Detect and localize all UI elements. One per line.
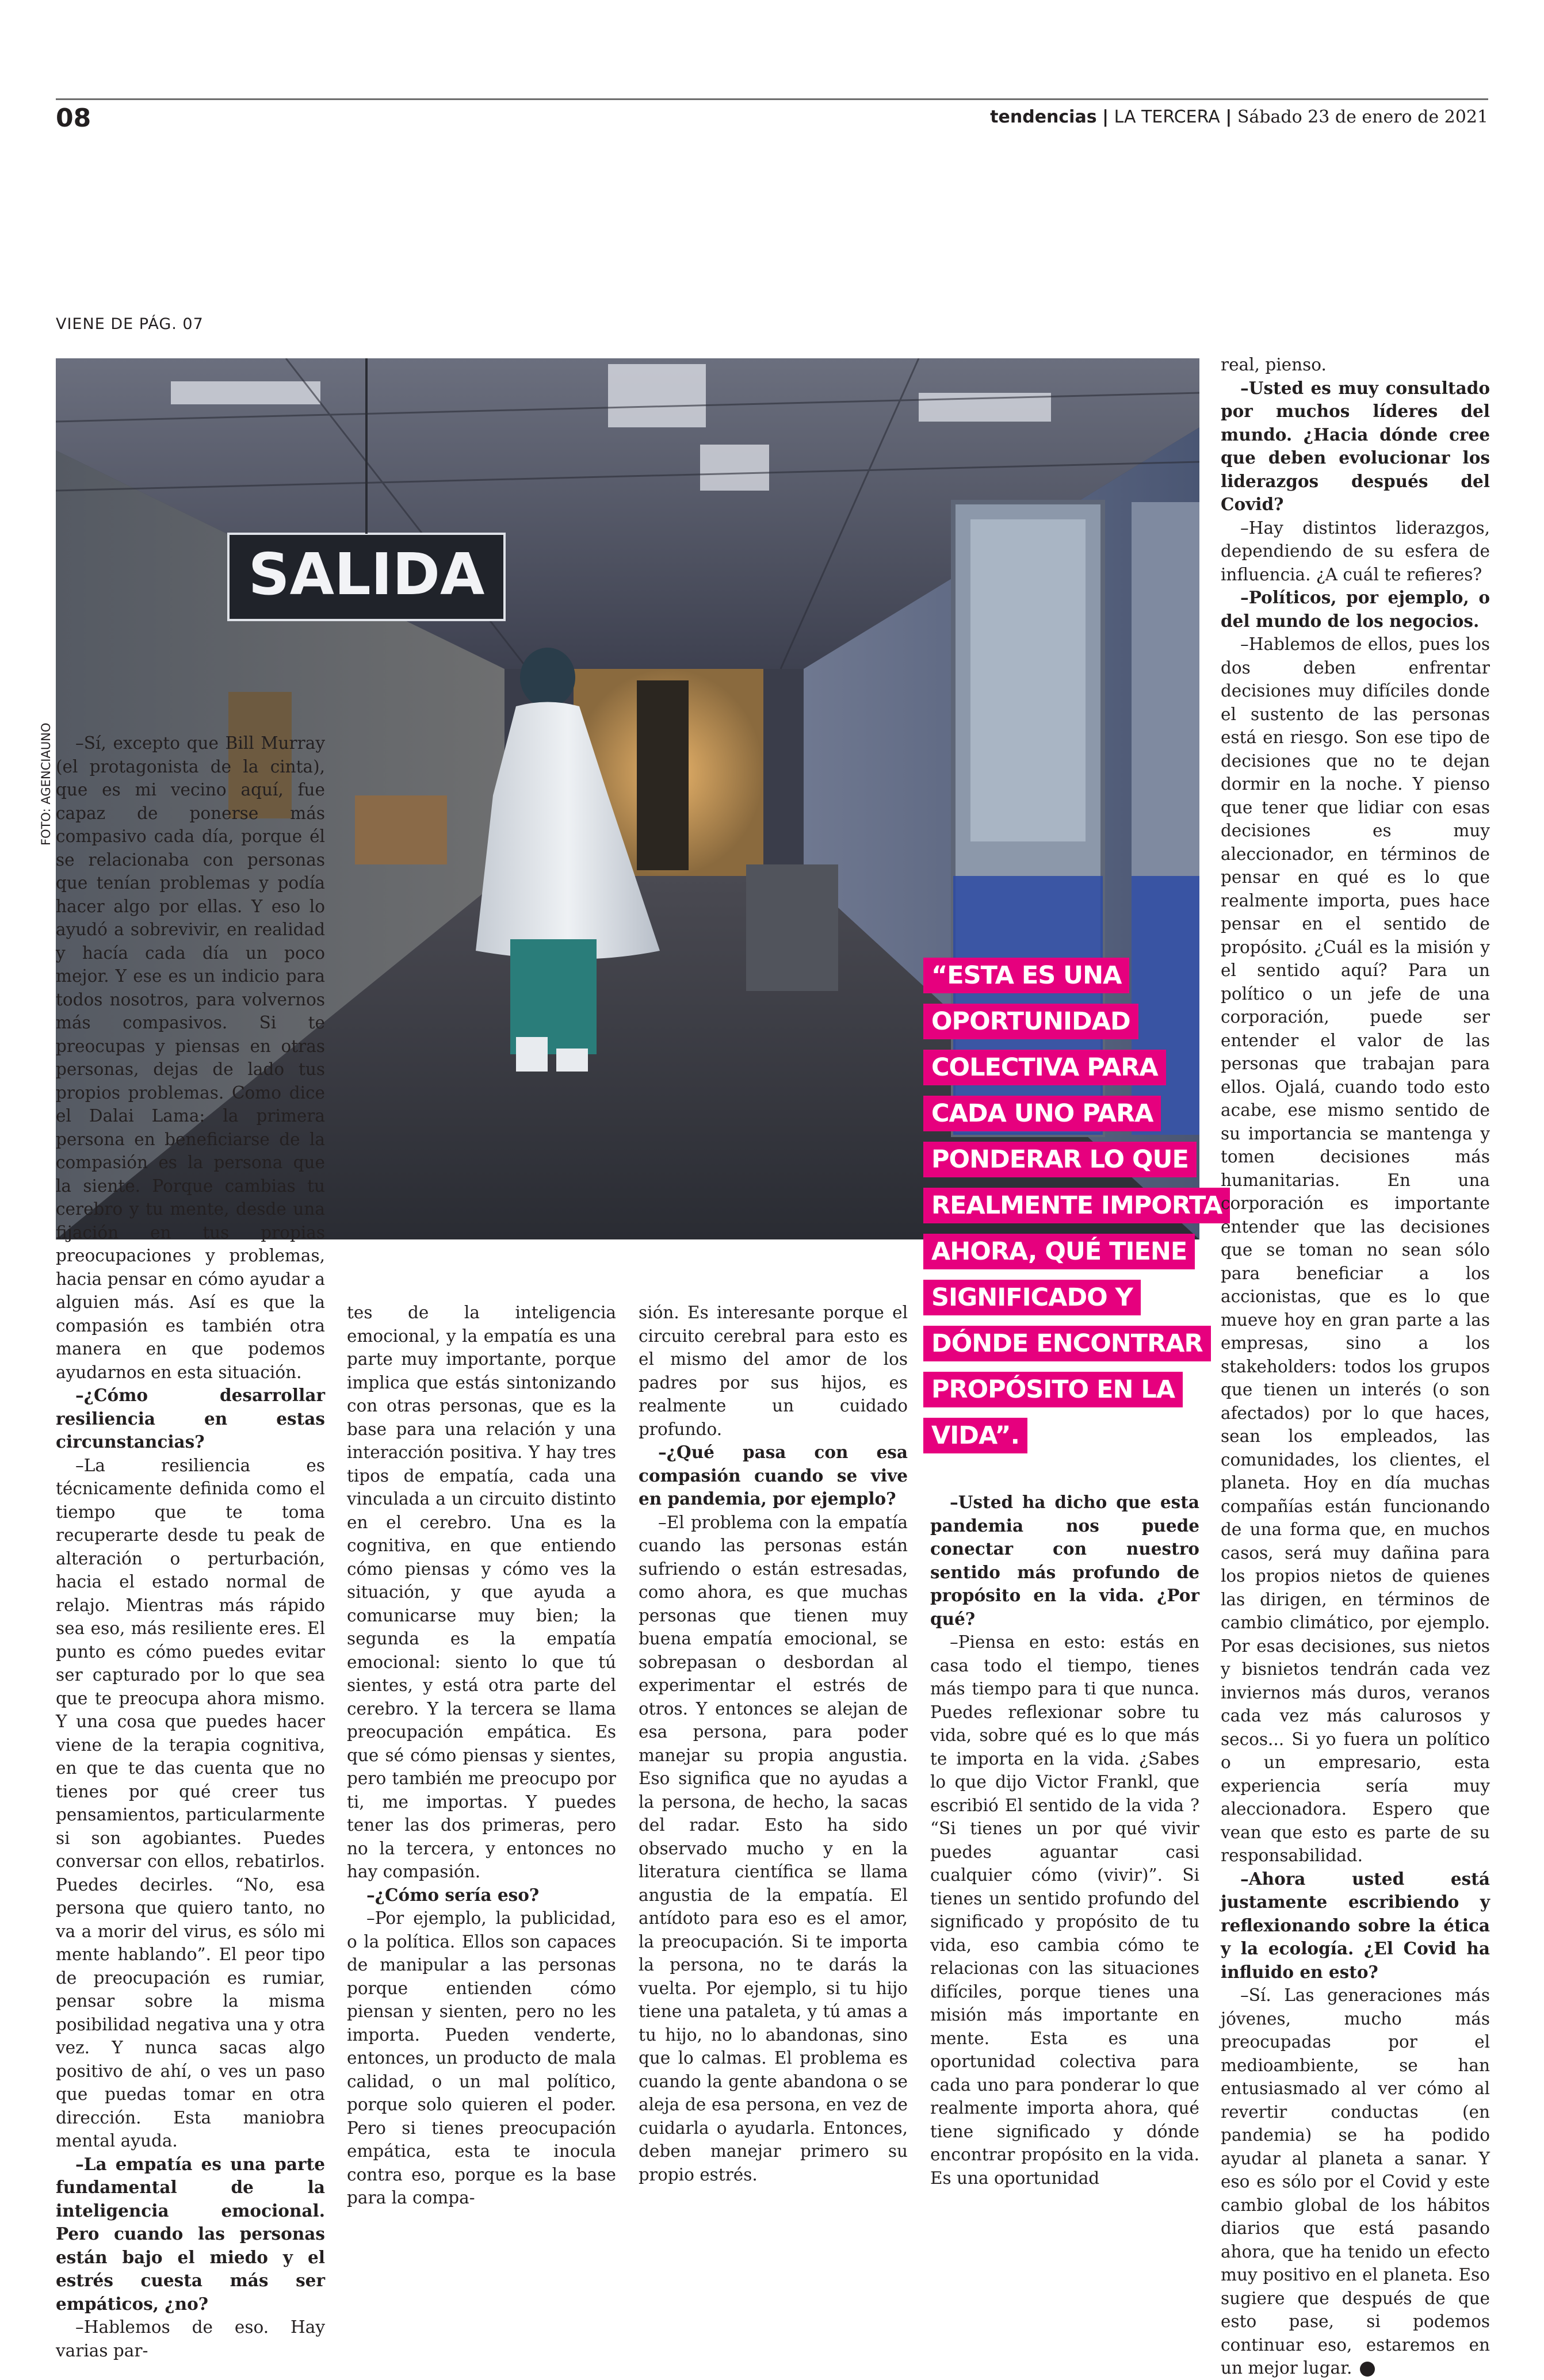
- paragraph-text: –Hablemos de ellos, pues los dos deben enfrentar decisiones muy difíciles donde el sustento de las personas está en riesgo. Son ese tipo de decisiones que no te dejan dormir en la noche. Y pienso que tener que lidiar con esas decisiones es muy aleccionador, en términos de pensar en qué es lo que realmente importa, pues hace pensar en el sentido de propósito. ¿Cuál es la misión y el sentido aquí? Para un político o un jefe de una corporación, puede ser entender el valor de las personas que trabajan para ellos. Ojalá, cuando todo esto acabe, ese mismo sentido de su importancia se mantenga y tomen decisiones más humanitarias. En una corporación es importante entender que las decisiones que se toman no sean sólo para beneficiar a los accionistas, que es lo que mueve hoy en gran parte a las empresas, sino a los stakeholders: todos los grupos que tienen un interés (o son afectados) por lo que haces, sean los empleados, las comunidades, los clientes, el planeta. Hoy en día muchas compañías están funcionando de una forma que, en muchos casos, será muy dañina para los propios nietos de quienes las dirigen, en términos de cambio climático, por ejemplo. Por esas decisiones, sus nietos y bisnietos tendrán cada vez inviernos más duros, veranos cada vez más calurosos y secos... Si yo fuera un político o un empresario, esta experiencia sería muy aleccionadora. Espero que vean que esto es parte de su responsabilidad.: [1221, 634, 1490, 1865]
- question-text: –La empatía es una parte fundamental de la inteligencia emocional. Pero cuando las personas están bajo el miedo y el estrés cuesta más ser empáticos, ¿no?: [56, 2153, 325, 2314]
- header-separator: |: [1225, 107, 1232, 127]
- interview-question: [1221, 586, 1490, 633]
- paragraph-text: –La resiliencia es técnicamente definida como el tiempo que te toma recuperarte desde tu peak de alteración o perturbación, hacia el estado normal de relajo. Mientras más rápido sea eso, más resiliente eres. El punto es cómo puedes evitar ser capturado por lo que sea que te preocupa ahora mismo. Y una cosa que puedes hacer viene de la terapia cognitiva, en que te das cuenta que no tienes por qué creer tus pensamientos, particularmente si son agobiantes. Puedes conversar con ellos, rebatirlos. Puedes decirles. “No, esa persona que quiero tanto, no va a morir del virus, es sólo mi mente hablando”. El peor tipo de preocupación es rumiar, pensar sobre la misma posibilidad negativa una y otra vez. Y nunca sacas algo positivo de ahí, o ves un paso que puedas tomar en otra dirección. Esta maniobra mental ayuda.: [56, 1455, 325, 2151]
- article-column-2: [347, 1301, 616, 2210]
- question-text: –Usted es muy consultado por muchos líderes del mundo. ¿Hacia dónde cree que deben evolucionar los liderazgos después del Covid?: [1221, 377, 1490, 514]
- pull-quote-line: COLECTIVA PARA: [923, 1050, 1166, 1085]
- pull-quote-line: DÓNDE ENCONTRAR: [923, 1326, 1211, 1361]
- answer-paragraph: [56, 2316, 325, 2362]
- interview-question: [347, 1884, 616, 1907]
- paragraph-text: –Hablemos de eso. Hay varias par-: [56, 2317, 325, 2360]
- paragraph-text: real, pienso.: [1221, 355, 1327, 374]
- paragraph-text: –El problema con la empatía cuando las personas están sufriendo o están estresadas, como ahora, es que muchas personas que tienen muy buena empatía emocional, se sobrepasan o desbordan al experimentar el estrés de otros. Y entonces se alejan de esa persona, para poder manejar su propia angustia. Eso significa que no ayudas a la persona, de hecho, la sacas del radar. Esto ha sido observado mucho y en la literatura científica se llama angustia de la empatía. El antídoto para eso es el amor, la preocupación. Si te importa la persona, no te darás la vuelta. Por ejemplo, si tu hijo tiene una pataleta, y tú amas a tu hijo, no lo abandonas, sino que lo calmas. El problema es cuando la gente abandona o se aleja de esa persona, en vez de cuidarla o ayudarla. Entonces, deben manejar primero su propio estrés.: [639, 1512, 908, 2184]
- answer-paragraph: [1221, 633, 1490, 1868]
- question-text: –Ahora usted está justamente escribiendo y reflexionando sobre la ética y la ecología. ¿El Covid ha influido en esto?: [1221, 1868, 1490, 1982]
- pull-quote-line: SIGNIFICADO Y: [923, 1280, 1141, 1315]
- pull-quote-line: CADA UNO PARA: [923, 1096, 1161, 1131]
- article-column-4: [930, 1491, 1199, 2190]
- paragraph-text: tes de la inteligencia emocional, y la empatía es una parte muy importante, porque implica que estás sintonizando con otras personas, que es la base para una relación y una interacción positiva. Y hay tres tipos de empatía, cada una vinculada a un circuito distinto en el cerebro. Una es la cognitiva, en que entiendo cómo piensas y cómo ves la situación, y que ayuda a comunicarse muy bien; la segunda es la empatía emocional: siento lo que tú sientes, y está otra parte del cerebro. Y la tercera se llama preocupación empática. Es que sé cómo piensas y sientes, pero también me preocupo por ti, me importas. Y puedes tener las dos primeras, pero no la tercera, y entonces no hay compasión.: [347, 1303, 616, 1881]
- answer-paragraph: [930, 1631, 1199, 2190]
- answer-paragraph: [639, 1511, 908, 2187]
- interview-question: [639, 1441, 908, 1511]
- question-text: –Usted ha dicho que esta pandemia nos puede conectar con nuestro sentido más profundo de propósito en la vida. ¿Por qué?: [930, 1492, 1199, 1629]
- interview-question: [930, 1491, 1199, 1631]
- issue-date: Sábado 23 de enero de 2021: [1237, 107, 1488, 127]
- question-text: –Políticos, por ejemplo, o del mundo de los negocios.: [1221, 587, 1490, 631]
- pull-quote-line: PROPÓSITO EN LA: [923, 1372, 1183, 1407]
- page-number: 08: [56, 104, 91, 133]
- article-column-3: [639, 1301, 908, 2186]
- paragraph-text: –Hay distintos liderazgos, dependiendo de su esfera de influencia. ¿A cuál te refieres?: [1221, 518, 1490, 584]
- pull-quote-line: OPORTUNIDAD: [923, 1004, 1138, 1039]
- running-header: [990, 107, 1488, 127]
- pull-quote-line: AHORA, QUÉ TIENE: [923, 1234, 1195, 1269]
- article-column-5: [1221, 353, 1490, 2380]
- question-text: –¿Cómo desarrollar resiliencia en estas circunstancias?: [56, 1385, 325, 1452]
- question-text: –¿Qué pasa con esa compasión cuando se vive en pandemia, por ejemplo?: [639, 1442, 908, 1509]
- answer-paragraph: [639, 1301, 908, 1441]
- pull-quote-line: PONDERAR LO QUE: [923, 1142, 1197, 1177]
- pull-quote: [923, 958, 1222, 1464]
- paragraph-text: –Sí. Las generaciones más jóvenes, mucho más preocupadas por el medioambiente, se han entusiasmado al ver cómo al revertir conductas (en pandemia) se ha podido ayudar al planeta a sanar. Y eso es sólo por el Covid y este cambio global de los hábitos diarios que está pasando ahora, que ha tenido un efecto muy positivo en el planeta. Eso sugiere que después de que esto pase, si podemos continuar eso, estaremos en un mejor lugar.: [1221, 1985, 1490, 2378]
- salida-sign-text: SALIDA: [248, 541, 485, 608]
- photo-credit: FOTO: AGENCIAUNO: [39, 722, 53, 845]
- answer-paragraph: [347, 1301, 616, 1884]
- interview-question: [1221, 377, 1490, 516]
- interview-question: [56, 1384, 325, 1454]
- answer-paragraph: [347, 1907, 616, 2210]
- answer-paragraph: [56, 732, 325, 1384]
- pull-quote-line: VIDA”.: [923, 1418, 1027, 1453]
- paragraph-text: –Piensa en esto: estás en casa todo el tiempo, tienes más tiempo para ti que nunca. Puedes reflexionar sobre tu vida, sobre qué es lo que más te importa en la vida. ¿Sabes lo que dijo Victor Frankl, que escribió El sentido de la vida ? “Si tienes un por qué vivir puedes aguantar casi cualquier cómo (vivir)”. Si tienes un sentido profundo del significado y propósito de tu vida, eso cambia cómo te relacionas con las situaciones difíciles, porque tienes una misión más importante en mente. Esta es una oportunidad colectiva para cada uno para ponderar lo que realmente importa ahora, qué tiene significado y dónde encontrar propósito en la vida. Es una oportunidad: [930, 1632, 1199, 2188]
- continued-from-label: VIENE DE PÁG. 07: [56, 315, 204, 333]
- answer-paragraph: [1221, 516, 1490, 587]
- section-name: tendencias: [990, 107, 1097, 127]
- interview-question: [1221, 1868, 1490, 1984]
- paragraph-text: sión. Es interesante porque el circuito cerebral para esto es el mismo del amor de los padres por sus hijos, es realmente un cuidado profundo.: [639, 1303, 908, 1439]
- question-text: –¿Cómo sería eso?: [366, 1884, 540, 1905]
- paragraph-text: –Por ejemplo, la publicidad, o la política. Ellos son capaces de manipular a las personas porque entienden cómo piensan y sienten, pero no les importa. Pueden venderte, entonces, un producto de mala calidad, o un mal político, porque solo quieren el poder. Pero si tienes preocupación empática, esta te inocula contra eso, porque es la base para la compa-: [347, 1908, 616, 2207]
- answer-paragraph: [1221, 353, 1490, 377]
- header-rule: [56, 98, 1488, 100]
- interview-question: [56, 2153, 325, 2316]
- paragraph-text: –Sí, excepto que Bill Murray (el protagonista de la cinta), que es mi vecino aquí, fue capaz de ponerse más compasivo cada día, porque él se relacionaba con personas que tenían problemas y podía hacer algo por ellas. Y eso lo ayudó a sobrevivir, en realidad y hacía cada día un poco mejor. Y ese es un indicio para todos nosotros, para volvernos más compasivos. Si te preocupas y piensas en otras personas, dejas de lado tus propios problemas. Como dice el Dalai Lama: la primera persona en beneficiarse de la compasión es la persona que la siente. Porque cambias tu cerebro y tu mente, desde una fijación en tus propias preocupaciones y problemas, hacia pensar en cómo ayudar a alguien más. Así es que la compasión es también otra manera en que podemos ayudarnos en esta situación.: [56, 733, 325, 1382]
- answer-paragraph: [56, 1454, 325, 2153]
- header-separator: |: [1102, 107, 1109, 127]
- publication-name: LA TERCERA: [1114, 107, 1220, 127]
- article-column-1: [56, 732, 325, 2362]
- pull-quote-line: REALMENTE IMPORTA: [923, 1188, 1230, 1223]
- pull-quote-line: “ESTA ES UNA: [923, 958, 1129, 993]
- end-of-article-mark: [1360, 2362, 1375, 2377]
- answer-paragraph: [1221, 1984, 1490, 2380]
